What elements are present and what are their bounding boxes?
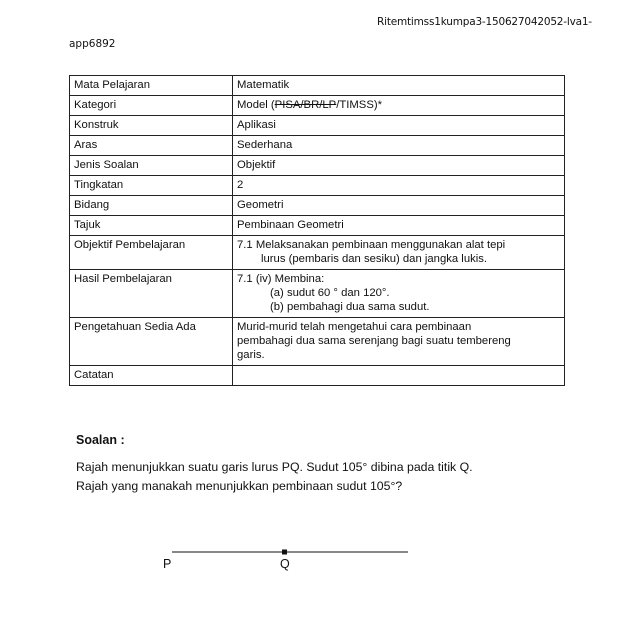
metadata-table [69, 75, 565, 386]
objective-line: lurus (pembaris dan sesiku) dan jangka lukis. [261, 253, 488, 265]
prior-knowledge-line: pembahagi dua sama serenjang bagi suatu tembereng [237, 335, 511, 347]
question-title: Soalan : [76, 433, 125, 447]
row-key: Pengetahuan Sedia Ada [70, 318, 233, 366]
table-row [70, 176, 565, 196]
row-value: Pembinaan Geometri [233, 216, 565, 236]
table-row [70, 366, 565, 386]
point-q-marker [282, 550, 287, 555]
table-row [70, 116, 565, 136]
row-key: Bidang [70, 196, 233, 216]
table-row [70, 270, 565, 318]
row-value [233, 270, 565, 318]
row-value [233, 236, 565, 270]
row-key: Tingkatan [70, 176, 233, 196]
outcome-line: (b) pembahagi dua sama sudut. [270, 301, 430, 313]
row-value: Sederhana [233, 136, 565, 156]
row-key: Tajuk [70, 216, 233, 236]
document-id-line2: app6892 [69, 38, 116, 50]
label-p: P [163, 557, 172, 571]
outcome-line: (a) sudut 60 ° dan 120°. [270, 287, 390, 299]
row-key: Jenis Soalan [70, 156, 233, 176]
question-text-line1: Rajah menunjukkan suatu garis lurus PQ. Sudut 105° dibina pada titik Q. [76, 460, 473, 474]
row-value: Geometri [233, 196, 565, 216]
category-struck: PISA/BR/LP [274, 99, 337, 111]
row-value [233, 318, 565, 366]
document-id-line1: Ritemtimss1kumpa3-150627042052-lva1- [377, 16, 592, 28]
label-q: Q [280, 557, 290, 571]
row-key: Kategori [70, 96, 233, 116]
row-key: Konstruk [70, 116, 233, 136]
table-row [70, 76, 565, 96]
row-value: Objektif [233, 156, 565, 176]
table-row [70, 196, 565, 216]
table-row [70, 236, 565, 270]
row-key: Objektif Pembelajaran [70, 236, 233, 270]
row-key: Hasil Pembelajaran [70, 270, 233, 318]
category-prefix: Model ( [237, 99, 275, 111]
prior-knowledge-line: garis. [237, 349, 265, 361]
category-suffix: /TIMSS)* [336, 99, 383, 111]
prior-knowledge-line: Murid-murid telah mengetahui cara pembinaan [237, 321, 472, 333]
table-row [70, 156, 565, 176]
row-key: Mata Pelajaran [70, 76, 233, 96]
objective-line: 7.1 Melaksanakan pembinaan menggunakan alat tepi [237, 239, 506, 251]
row-value [233, 96, 565, 116]
table-row [70, 136, 565, 156]
line-pq-diagram [0, 540, 638, 580]
table-row [70, 318, 565, 366]
row-value: 2 [233, 176, 565, 196]
row-key: Catatan [70, 366, 233, 386]
row-value: Aplikasi [233, 116, 565, 136]
table-row [70, 216, 565, 236]
table-row [70, 96, 565, 116]
row-key: Aras [70, 136, 233, 156]
outcome-line: 7.1 (iv) Membina: [237, 273, 325, 285]
row-value [233, 366, 565, 386]
question-text-line2: Rajah yang manakah menunjukkan pembinaan sudut 105°? [76, 479, 403, 493]
row-value: Matematik [233, 76, 565, 96]
